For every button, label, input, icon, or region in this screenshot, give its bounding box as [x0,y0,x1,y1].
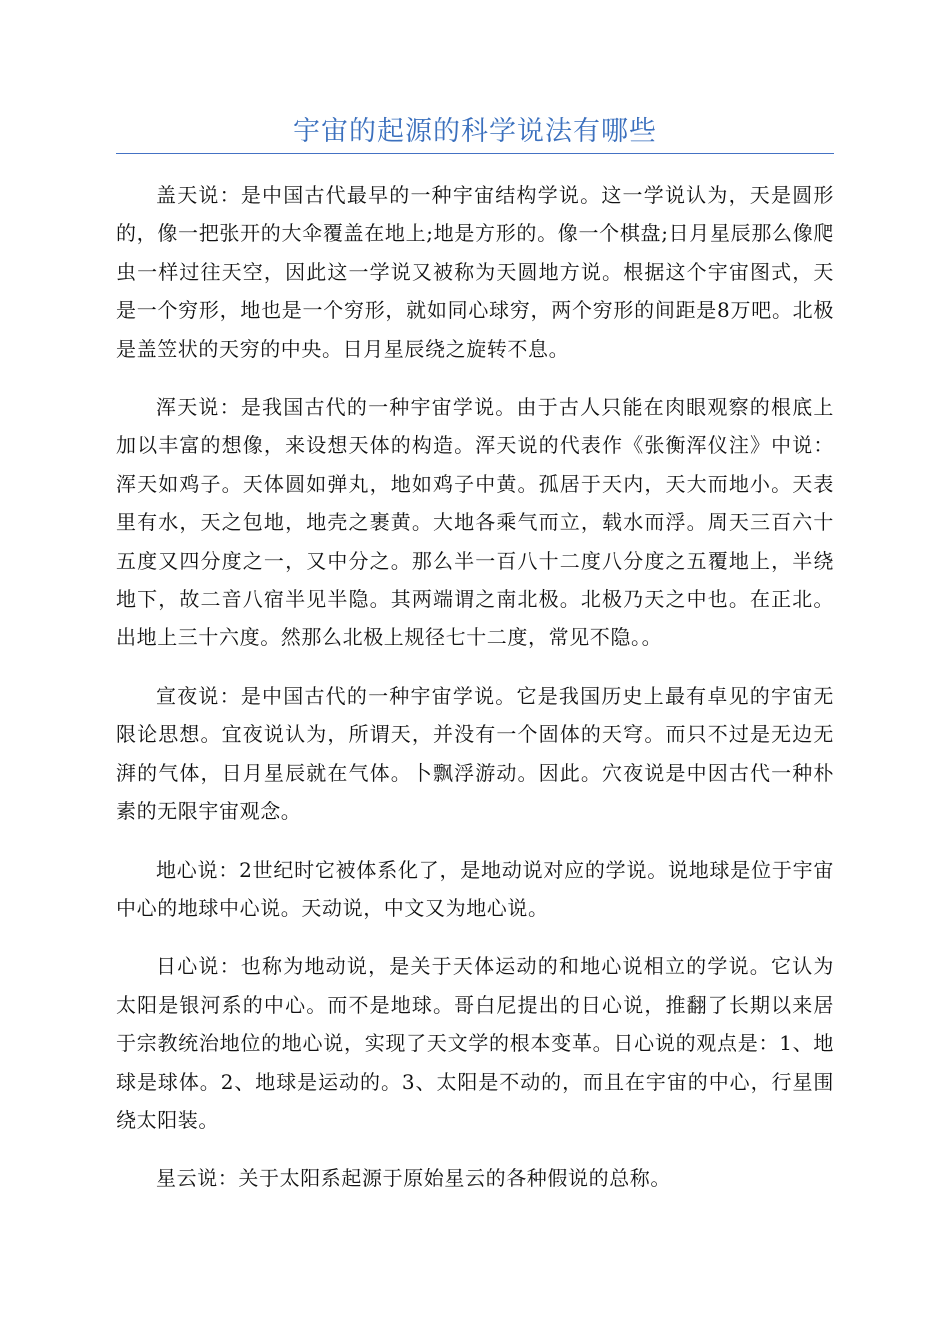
paragraph-geocentric: 地心说：2世纪时它被体系化了，是地动说对应的学说。说地球是位于宇宙中心的地球中心说。天动说，中文又为地心说。 [116,857,834,920]
title-underline [116,153,834,154]
paragraph-huntian: 浑天说：是我国古代的一种宇宙学说。由于古人只能在肉眼观察的根底上加以丰富的想像，来设想天体的构造。浑天说的代表作《张衡浑仪注》中说：浑天如鸡子。天体圆如弹丸，地如鸡子中黄。孤居于天内，天大而地小。天表里有水，天之包地，地壳之裹黄。大地各乘气而立，载水而浮。周天三百六十五度又四分度之一，又中分之。那么半一百八十二度八分度之五覆地上，半绕地下，故二音八宿半见半隐。其两端谓之南北极。北极乃天之中也。在正北。出地上三十六度。然那么北极上规径七十二度，常见不隐。。 [116,395,834,650]
paragraph-heliocentric: 日心说：也称为地动说，是关于天体运动的和地心说相立的学说。它认为太阳是银河系的中心。而不是地球。哥白尼提出的日心说，推翻了长期以来居于宗教统治地位的地心说，实现了天文学的根本变革。日心说的观点是：1、地球是球体。2、地球是运动的。3、太阳是不动的，而且在宇宙的中心，行星围绕太阳装。 [116,954,834,1132]
document-body [116,176,834,1218]
paragraph-xuanye: 宣夜说：是中国古代的一种宇宙学说。它是我国历史上最有卓见的宇宙无限论思想。宜夜说认为，所谓天，并没有一个固体的天穹。而只不过是无边无湃的气体，日月星辰就在气体。卜飘浮游动。因此。穴夜说是中因古代一种朴素的无限宇宙观念。 [116,683,834,824]
paragraph-nebular: 星云说：关于太阳系起源于原始星云的各种假说的总称。 [156,1166,671,1191]
paragraph-gaitian: 盖天说：是中国古代最早的一种宇宙结构学说。这一学说认为，天是圆形的，像一把张开的大伞覆盖在地上;地是方形的。像一个棋盘;日月星辰那么像爬虫一样过往天空，因此这一学说又被称为天圆地方说。根据这个宇宙图式，天是一个穷形，地也是一个穷形，就如同心球穷，两个穷形的间距是8万吧。北极是盖笠状的天穷的中央。日月星辰绕之旋转不息。 [116,183,834,361]
page-title: 宇宙的起源的科学说法有哪些 [293,116,657,147]
